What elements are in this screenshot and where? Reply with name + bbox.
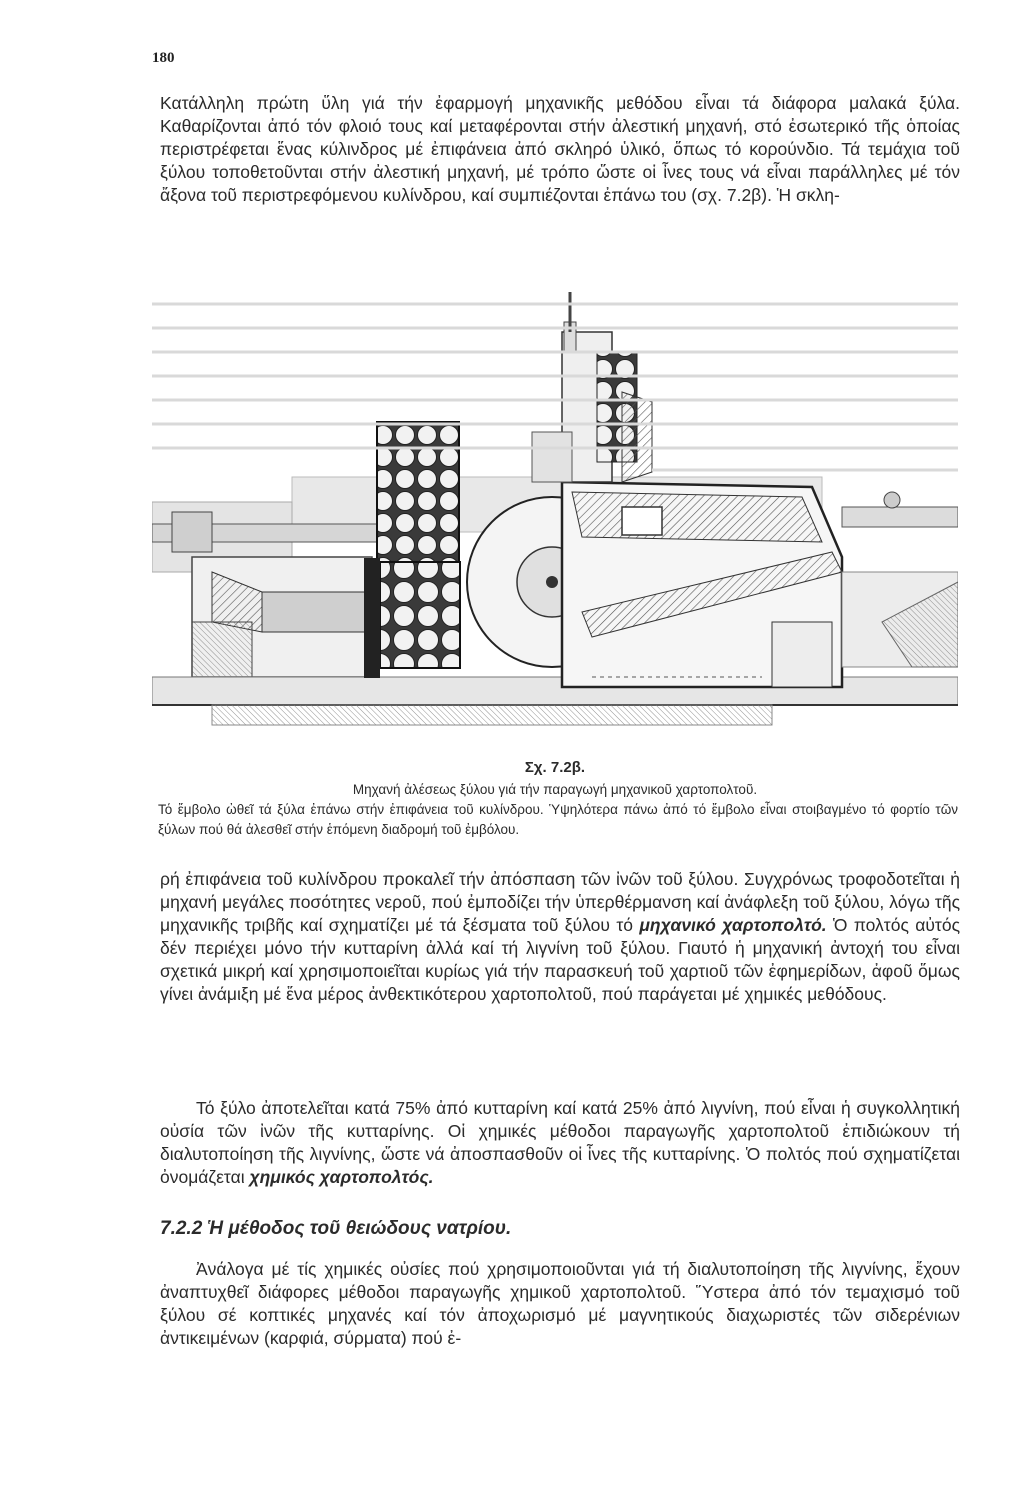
page-number: 180 bbox=[152, 50, 175, 66]
paragraph-2 bbox=[160, 868, 960, 1006]
paragraph-2-text-before: ρή ἐπιφάνεια τοῦ κυλίνδρου προκαλεῖ τήν ἀπόσπαση τῶν ἰνῶν τοῦ ξύλου. Συγχρόνως τροφοδοτεῖται ἡ μηχανή μεγάλες ποσότητες νεροῦ, πού ἐμποδίζει τήν ὑπερθέρμανση καί ἀνάφλεξη τοῦ ξύλου, λόγω τῆς μηχανικῆς τριβῆς καί σχηματίζει μέ τά ξέσματα τοῦ ξύλου τό bbox=[160, 869, 960, 935]
term-chemical-pulp: χημικός χαρτοπολτός. bbox=[249, 1167, 434, 1187]
paragraph-3 bbox=[160, 1097, 960, 1189]
paragraph-4: Ἀνάλογα μέ τίς χημικές οὐσίες πού χρησιμοποιοῦνται γιά τή διαλυτοποίηση τῆς λιγνίνης, ἔχουν ἀναπτυχθεῖ διάφορες μέθοδοι παραγωγῆς χημικοῦ χαρτοπολτοῦ. Ὕστερα ἀπό τόν τεμαχισμό τοῦ ξύλου σέ κοπτικές μηχανές καί τόν ἀποχωρισμό μέ μαγνητικούς διαχωριστές τῶν σιδερένιων ἀντικειμένων (καρφιά, σύρματα) πού ἐ- bbox=[160, 1259, 960, 1348]
paragraph-1: Κατάλληλη πρώτη ὕλη γιά τήν ἐφαρμογή μηχανικῆς μεθόδου εἶναι τά διάφορα μαλακά ξύλα. Καθαρίζονται ἀπό τόν φλοιό τους καί μεταφέρονται στήν ἀλεστική μηχανή, στό ἐσωτερικό τῆς ὁποίας περιστρέφεται ἕνας κύλινδρος μέ ἐπιφάνεια ἀπό σκληρό ὑλικό, ὅπως τό κορούνδιο. Τά τεμάχια τοῦ ξύλου τοποθετοῦνται στήν ἀλεστική μηχανή, μέ τρόπο ὥστε οἱ ἶνες τους νά εἶναι παράλληλες μέ τόν ἄξονα τοῦ περιστρεφόμενου κυλίνδρου, καί συμπιέζονται ἐπάνω του (σχ. 7.2β). Ἡ σκλη- bbox=[160, 93, 960, 205]
paragraph-2-text-after: Ὁ πολτός αὐτός δέν περιέχει μόνο τήν κυτταρίνη ἀλλά καί τή λιγνίνη τοῦ ξύλου. Γιαυτό ἡ μηχανική ἀντοχή του εἶναι σχετικά μικρή καί χρησιμοποιεῖται κυρίως γιά τήν παρασκευή τοῦ χαρτιοῦ τῶν ἐφημερίδων, ἀφοῦ ὅμως γίνει ἀνάμιξη μέ ἕνα μέρος ἀνθεκτικότερου χαρτοπολτοῦ, πού παράγεται μέ χημικές μεθόδους. bbox=[160, 915, 961, 1004]
figure-title: Μηχανή ἀλέσεως ξύλου γιά τήν παραγωγή μηχανικοῦ χαρτοπολτοῦ. bbox=[352, 782, 758, 797]
wood-grinder-illustration bbox=[152, 292, 958, 752]
paragraph-3-text: Τό ξύλο ἀποτελεῖται κατά 75% ἀπό κυτταρίνη καί κατά 25% ἀπό λιγνίνη, πού εἶναι ἡ συγκολλητική οὐσία τῶν ἰνῶν τῆς κυτταρίνης. Οἱ χημικές μέθοδοι παραγωγῆς χαρτοπολτοῦ ἐπιδιώκουν τή διαλυτοποίηση τῆς λιγνίνης, ὥστε νά ἀποσπασθοῦν οἱ ἶνες τῆς κυτταρίνης. Ὁ πολτός πού σχηματίζεται ὀνομάζεται bbox=[160, 1098, 960, 1187]
figure-description: Τό ἔμβολο ὠθεῖ τά ξύλα ἐπάνω στήν ἐπιφάνεια τοῦ κυλίνδρου. Ὑψηλότερα πάνω ἀπό τό ἔμβολο εἶναι στοιβαγμένο τό φορτίο τῶν ξύλων πού θά ἀλεσθεῖ στήν ἑπόμενη διαδρομή τοῦ ἐμβόλου. bbox=[158, 802, 958, 837]
section-heading: 7.2.2 Ἡ μέθοδος τοῦ θειώδους νατρίου. bbox=[160, 1218, 512, 1239]
figure-number: Σχ. 7.2β. bbox=[524, 759, 586, 776]
term-mechanical-pulp: μηχανικό χαρτοπολτό. bbox=[639, 915, 827, 935]
